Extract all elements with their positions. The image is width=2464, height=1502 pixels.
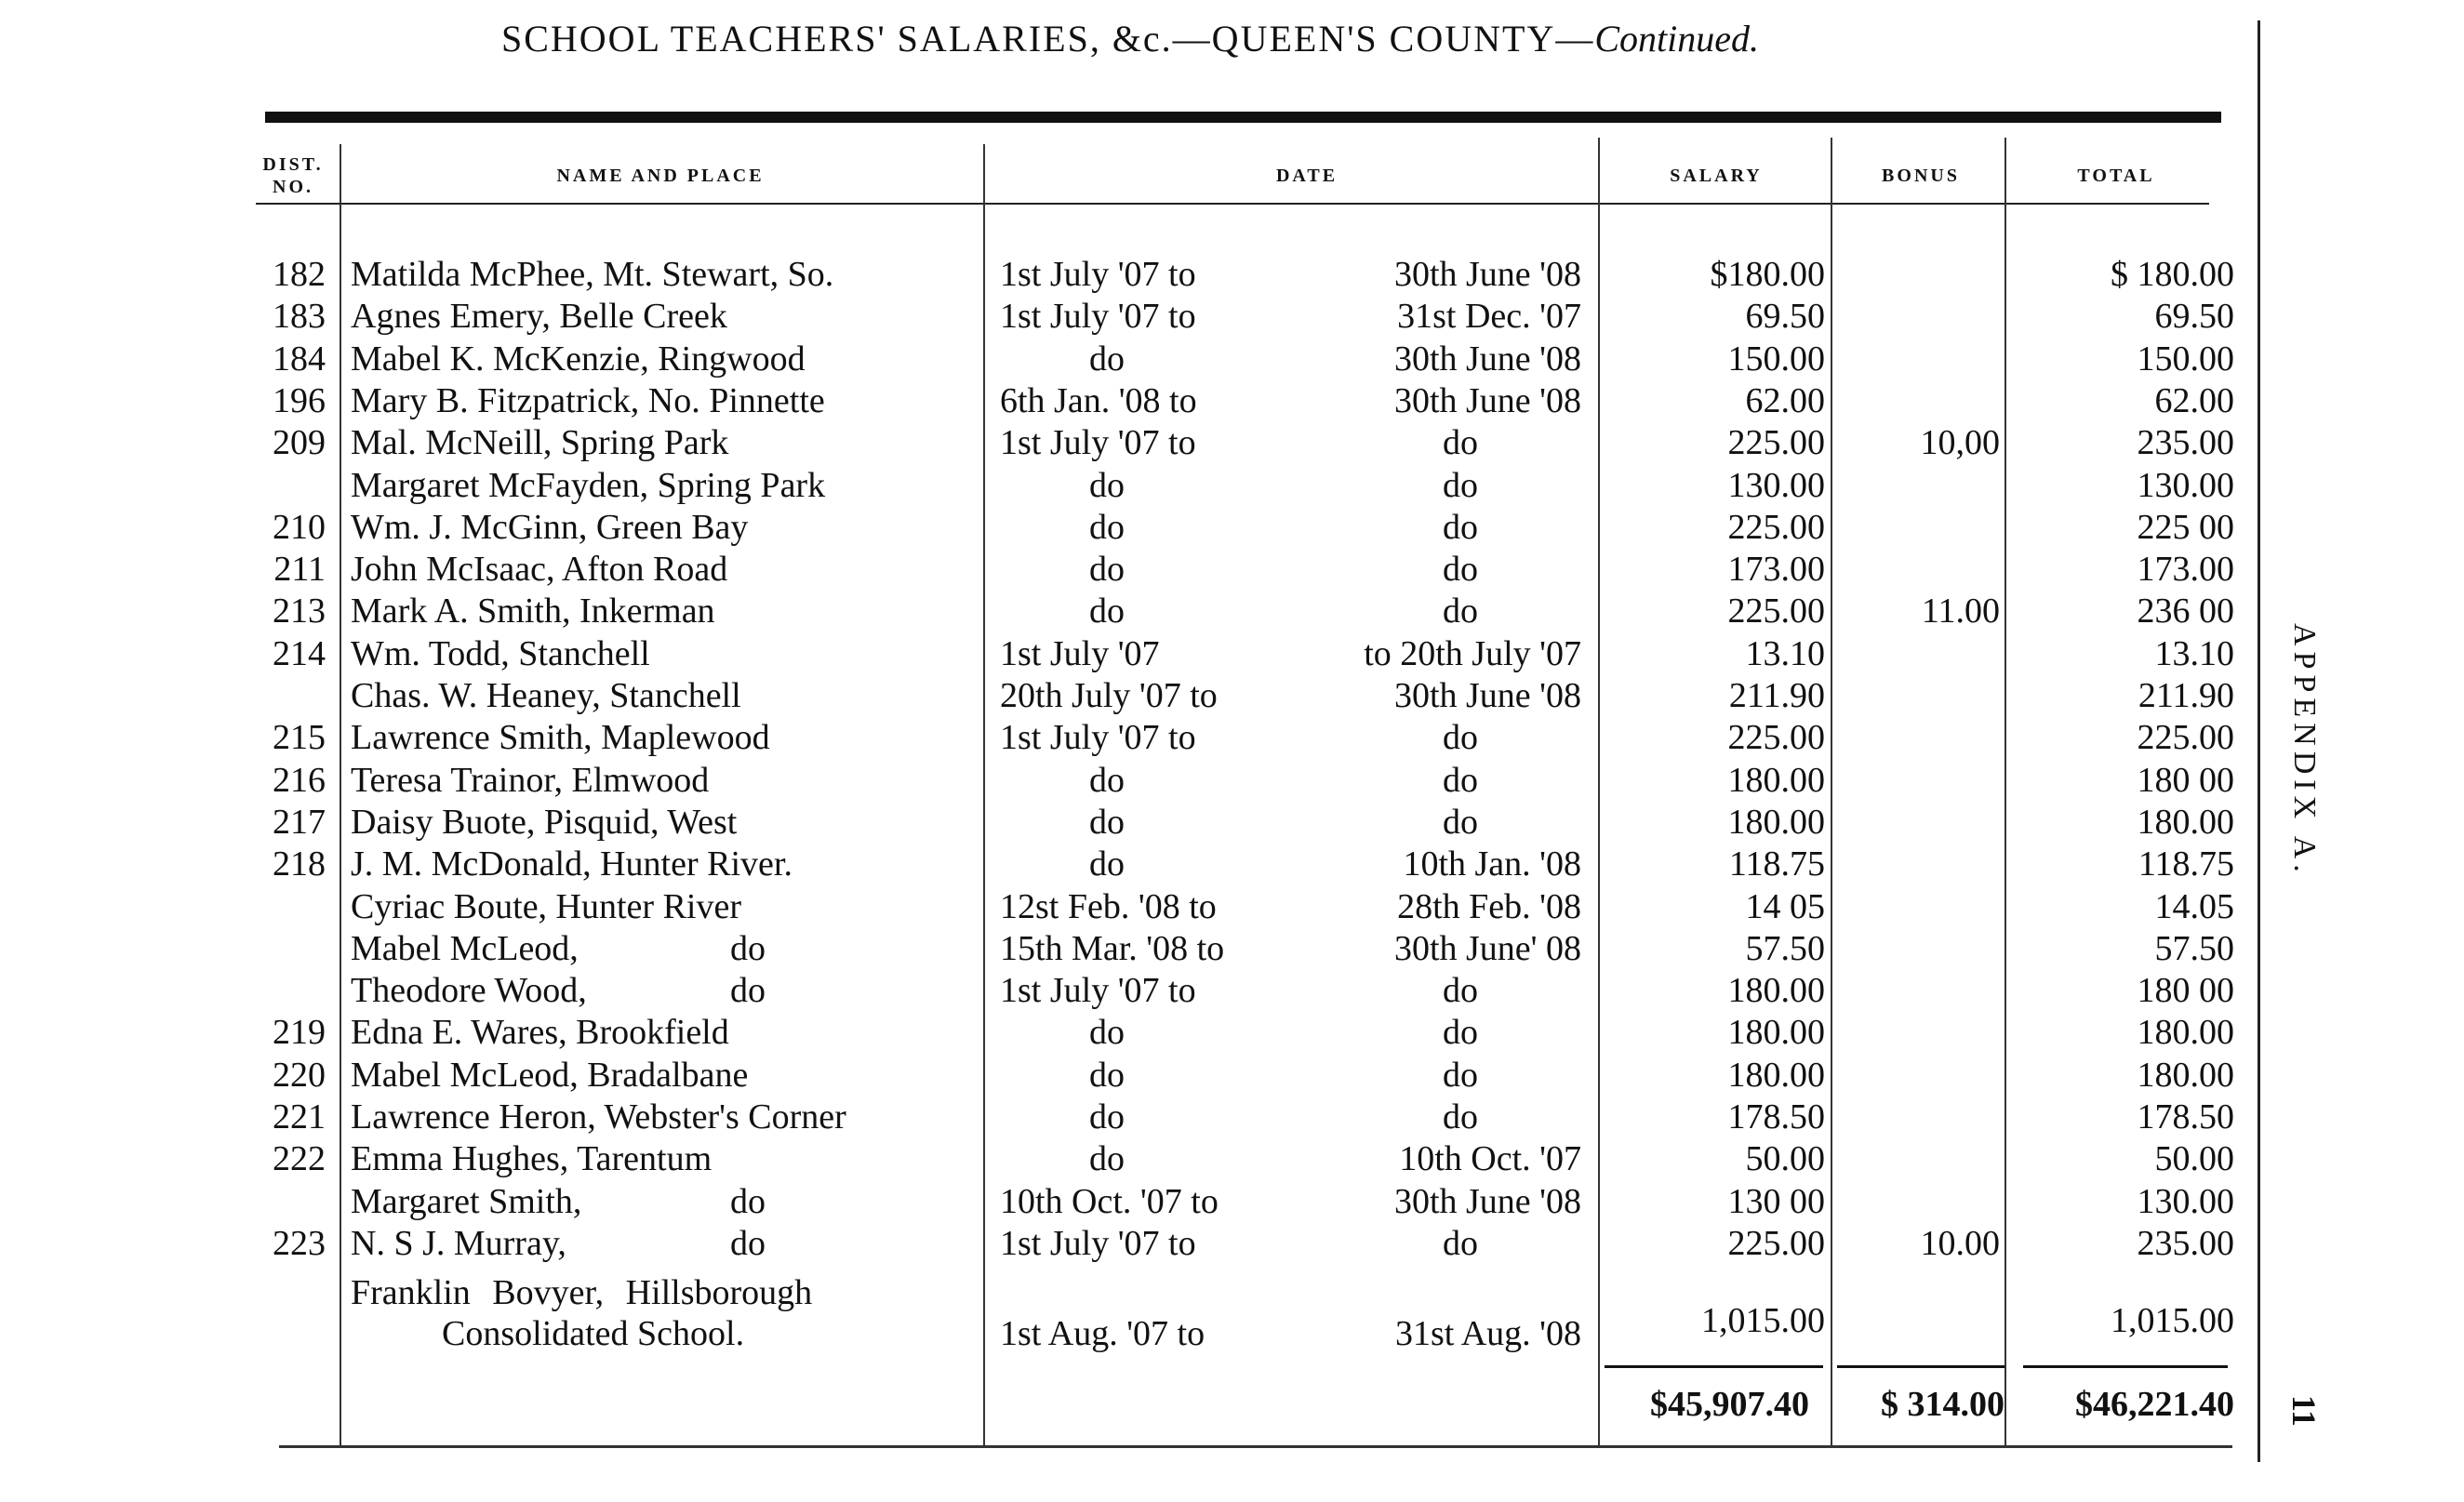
table-row: [0, 674, 2232, 717]
sum-rule: [1837, 1365, 2004, 1368]
total-cell: 235.00: [2137, 1224, 2234, 1263]
salary-cell: 225.00: [1727, 591, 1825, 631]
header-rule: [256, 203, 2209, 205]
table-row: [0, 590, 2232, 632]
salary-cell: 180.00: [1727, 1056, 1825, 1095]
date-to-cell: 30th June '08: [1393, 339, 1581, 379]
date-to-cell: do: [1443, 423, 1478, 462]
grand-total: $46,221.40: [2075, 1385, 2234, 1424]
total-cell: 225 00: [2137, 508, 2234, 547]
date-from-cell: 15th Mar. '08 to: [1000, 929, 1225, 968]
date-to-cell: do: [1443, 550, 1478, 589]
total-salary: $45,907.40: [1650, 1385, 1809, 1424]
bonus-cell: 10,00: [1920, 423, 2000, 462]
name-place-cell: Cyriac Boute, Hunter River: [351, 887, 742, 926]
dist-no-cell: 217: [273, 803, 326, 842]
name-place-cell: Theodore Wood,: [351, 971, 587, 1010]
salary-cell: 50.00: [1745, 1139, 1825, 1178]
dist-no-cell: 209: [273, 423, 326, 462]
header-dist-line1: DIST.: [262, 154, 324, 175]
salary-cell: 150.00: [1727, 339, 1825, 379]
salary-cell: 211.90: [1728, 676, 1825, 715]
date-to-cell: 10th Oct. '07: [1399, 1139, 1581, 1178]
total-cell: 14.05: [2154, 887, 2234, 926]
date-to-cell: do: [1443, 761, 1478, 800]
salary-cell: 13.10: [1745, 634, 1825, 673]
total-cell: 130.00: [2137, 1182, 2234, 1221]
date-from-cell: do: [1089, 591, 1125, 631]
total-cell: 236 00: [2137, 591, 2234, 631]
dist-no-cell: 213: [273, 591, 326, 631]
page-edge-rule: [2258, 20, 2260, 1462]
name-place-cell: Chas. W. Heaney, Stanchell: [351, 676, 741, 715]
header-total: TOTAL: [2077, 166, 2155, 186]
table-row: [0, 759, 2232, 802]
name-place-cell: Lawrence Smith, Maplewood: [351, 718, 770, 757]
total-cell: 13.10: [2154, 634, 2234, 673]
table-row: [0, 338, 2232, 380]
total-cell: 69.50: [2154, 297, 2234, 336]
date-from-cell: 1st July '07 to: [1000, 718, 1196, 757]
name-place-cell: Mabel McLeod,: [351, 929, 579, 968]
date-to-cell: to 20th July '07: [1364, 634, 1581, 673]
name-ditto-cell: do: [730, 971, 766, 1010]
name-place-cell: Mabel K. McKenzie, Ringwood: [351, 339, 806, 379]
date-to-cell: 31st Aug. '08: [1394, 1314, 1581, 1353]
salary-cell: 180.00: [1727, 971, 1825, 1010]
date-to-cell: do: [1443, 803, 1478, 842]
total-bonus: $ 314.00: [1881, 1385, 2004, 1424]
table-row: [0, 1054, 2232, 1097]
date-from-cell: 12st Feb. '08 to: [1000, 887, 1217, 926]
date-to-cell: do: [1443, 466, 1478, 505]
table-row: [0, 421, 2232, 464]
salary-cell: 62.00: [1745, 381, 1825, 420]
salary-cell: 180.00: [1727, 1013, 1825, 1052]
dist-no-cell: 216: [273, 761, 326, 800]
name-place-cell: Margaret Smith,: [351, 1182, 582, 1221]
date-from-cell: 6th Jan. '08 to: [1000, 381, 1197, 420]
salary-cell: 173.00: [1727, 550, 1825, 589]
dist-no-cell: 221: [273, 1097, 326, 1136]
name-place-cell: Consolidated School.: [442, 1314, 745, 1353]
appendix-label: APPENDIX A.: [2287, 623, 2322, 878]
name-place-cell: Wm. J. McGinn, Green Bay: [351, 508, 749, 547]
dist-no-cell: 211: [273, 550, 326, 589]
dist-no-cell: 182: [273, 255, 326, 294]
date-to-cell: do: [1443, 1224, 1478, 1263]
date-from-cell: do: [1089, 761, 1125, 800]
date-to-cell: 30th June '08: [1393, 381, 1581, 420]
date-to-cell: 31st Dec. '07: [1397, 297, 1581, 336]
salary-cell: 130 00: [1727, 1182, 1825, 1221]
total-cell: 150.00: [2137, 339, 2234, 379]
date-from-cell: 1st July '07 to: [1000, 423, 1196, 462]
date-from-cell: do: [1089, 466, 1125, 505]
salary-cell: 14 05: [1745, 887, 1825, 926]
name-place-cell: Teresa Trainor, Elmwood: [351, 761, 710, 800]
total-cell: 180 00: [2137, 761, 2234, 800]
name-ditto-cell: do: [730, 1182, 766, 1221]
total-cell: 180.00: [2137, 803, 2234, 842]
name-place-cell: J. M. McDonald, Hunter River.: [351, 844, 792, 884]
date-from-cell: do: [1089, 339, 1125, 379]
total-cell: 62.00: [2154, 381, 2234, 420]
name-place-cell: Emma Hughes, Tarentum: [351, 1139, 713, 1178]
table-row: [0, 969, 2232, 1012]
dist-no-cell: 222: [273, 1139, 326, 1178]
date-from-cell: do: [1089, 508, 1125, 547]
date-from-cell: 1st July '07 to: [1000, 971, 1196, 1010]
dist-no-cell: 223: [273, 1224, 326, 1263]
salary-cell: 178.50: [1727, 1097, 1825, 1136]
date-to-cell: do: [1443, 718, 1478, 757]
table-row: [0, 843, 2232, 885]
header-dist-no: [251, 143, 335, 208]
date-to-cell: 28th Feb. '08: [1397, 887, 1581, 926]
total-cell: 57.50: [2154, 929, 2234, 968]
name-place-cell: Daisy Buote, Pisquid, West: [351, 803, 738, 842]
table-row: [0, 1011, 2232, 1054]
table-row: [0, 1180, 2232, 1223]
name-place-cell: Margaret McFayden, Spring Park: [351, 466, 826, 505]
date-to-cell: do: [1443, 971, 1478, 1010]
total-cell: 180 00: [2137, 971, 2234, 1010]
salary-cell: 180.00: [1727, 803, 1825, 842]
dist-no-cell: 210: [273, 508, 326, 547]
salary-cell: 225.00: [1727, 423, 1825, 462]
name-place-cell: Mark A. Smith, Inkerman: [351, 591, 715, 631]
salary-cell: 180.00: [1727, 761, 1825, 800]
total-cell: 1,015.00: [2111, 1301, 2234, 1340]
name-ditto-cell: do: [730, 929, 766, 968]
date-from-cell: do: [1089, 1056, 1125, 1095]
header-name-place: NAME AND PLACE: [556, 166, 765, 186]
name-place-cell: Franklin Bovyer, Hillsborough: [351, 1273, 813, 1312]
total-cell: 225.00: [2137, 718, 2234, 757]
name-place-cell: John McIsaac, Afton Road: [351, 550, 728, 589]
date-from-cell: do: [1089, 1013, 1125, 1052]
date-from-cell: 1st Aug. '07 to: [1000, 1314, 1205, 1353]
bonus-cell: 11.00: [1921, 591, 2000, 631]
dist-no-cell: 219: [273, 1013, 326, 1052]
name-place-cell: Mabel McLeod, Bradalbane: [351, 1056, 749, 1095]
header-bonus: BONUS: [1882, 166, 1960, 186]
date-to-cell: 30th June' 08: [1393, 929, 1581, 968]
salary-cell: 118.75: [1728, 844, 1825, 884]
name-place-cell: Matilda McPhee, Mt. Stewart, So.: [351, 255, 834, 294]
header-dist-line2: NO.: [273, 177, 313, 197]
date-from-cell: 1st July '07: [1000, 634, 1160, 673]
name-place-cell: Agnes Emery, Belle Creek: [351, 297, 727, 336]
table-row: [0, 379, 2232, 422]
bottom-rule: [279, 1445, 2232, 1448]
total-cell: 180.00: [2137, 1056, 2234, 1095]
total-cell: 50.00: [2154, 1139, 2234, 1178]
date-to-cell: do: [1443, 508, 1478, 547]
salary-cell: 225.00: [1727, 1224, 1825, 1263]
table-row: [0, 1137, 2232, 1180]
date-from-cell: do: [1089, 550, 1125, 589]
dist-no-cell: 218: [273, 844, 326, 884]
salary-cell: 69.50: [1745, 297, 1825, 336]
name-place-cell: Wm. Todd, Stanchell: [351, 634, 650, 673]
date-from-cell: 1st July '07 to: [1000, 1224, 1196, 1263]
date-to-cell: do: [1443, 591, 1478, 631]
sum-rule: [2023, 1365, 2228, 1368]
total-cell: 178.50: [2137, 1097, 2234, 1136]
date-from-cell: 1st July '07 to: [1000, 297, 1196, 336]
table-row: [0, 632, 2232, 675]
date-to-cell: 30th June '08: [1393, 255, 1581, 294]
total-cell: 235.00: [2137, 423, 2234, 462]
salary-cell: 225.00: [1727, 718, 1825, 757]
date-from-cell: 20th July '07 to: [1000, 676, 1218, 715]
salary-cell: 130.00: [1727, 466, 1825, 505]
date-from-cell: do: [1089, 844, 1125, 884]
total-cell: 173.00: [2137, 550, 2234, 589]
name-place-cell: Lawrence Heron, Webster's Corner: [351, 1097, 846, 1136]
heavy-rule: [265, 112, 2221, 123]
salary-cell: 225.00: [1727, 508, 1825, 547]
table-row: [0, 464, 2232, 507]
date-from-cell: 10th Oct. '07 to: [1000, 1182, 1219, 1221]
table-row: [0, 295, 2232, 338]
table-row: [0, 1271, 2232, 1314]
table-row: [0, 1301, 2234, 1355]
table-row: [0, 716, 2232, 759]
date-to-cell: do: [1443, 1013, 1478, 1052]
total-cell: $ 180.00: [2111, 255, 2234, 294]
salary-cell: 57.50: [1745, 929, 1825, 968]
page-title: [0, 17, 2260, 60]
salary-cell: 1,015.00: [1701, 1301, 1825, 1340]
title-main: SCHOOL TEACHERS' SALARIES, &c.—QUEEN'S COUNTY—: [500, 18, 1595, 60]
total-cell: 211.90: [2138, 676, 2234, 715]
title-continued: Continued.: [1594, 18, 1759, 60]
table-row: [0, 885, 2232, 928]
table-row: [0, 253, 2232, 296]
header-salary: SALARY: [1670, 166, 1763, 186]
table-row: [0, 927, 2232, 970]
name-place-cell: Mal. McNeill, Spring Park: [351, 423, 729, 462]
name-ditto-cell: do: [730, 1224, 766, 1263]
date-to-cell: 30th June '08: [1393, 1182, 1581, 1221]
date-to-cell: do: [1443, 1097, 1478, 1136]
table-row: [0, 1222, 2232, 1265]
page-number: 11: [2285, 1395, 2323, 1428]
dist-no-cell: 220: [273, 1056, 326, 1095]
date-from-cell: do: [1089, 803, 1125, 842]
table-row: [0, 801, 2232, 844]
table-row: [0, 506, 2232, 549]
date-from-cell: 1st July '07 to: [1000, 255, 1196, 294]
total-cell: 180.00: [2137, 1013, 2234, 1052]
name-place-cell: N. S J. Murray,: [351, 1224, 566, 1263]
dist-no-cell: 215: [273, 718, 326, 757]
date-to-cell: do: [1443, 1056, 1478, 1095]
table-row: [0, 548, 2232, 591]
total-cell: 118.75: [2138, 844, 2234, 884]
name-place-cell: Mary B. Fitzpatrick, No. Pinnette: [351, 381, 825, 420]
total-cell: 130.00: [2137, 466, 2234, 505]
date-to-cell: 10th Jan. '08: [1403, 844, 1581, 884]
bonus-cell: 10.00: [1920, 1224, 2000, 1263]
header-date: DATE: [1275, 166, 1339, 186]
date-from-cell: do: [1089, 1097, 1125, 1136]
sum-rule: [1605, 1365, 1823, 1368]
dist-no-cell: 184: [273, 339, 326, 379]
date-from-cell: do: [1089, 1139, 1125, 1178]
dist-no-cell: 196: [273, 381, 326, 420]
name-place-cell: Edna E. Wares, Brookfield: [351, 1013, 729, 1052]
table-row: [0, 1096, 2232, 1138]
date-to-cell: 30th June '08: [1393, 676, 1581, 715]
dist-no-cell: 183: [273, 297, 326, 336]
salary-cell: $180.00: [1710, 255, 1825, 294]
dist-no-cell: 214: [273, 634, 326, 673]
